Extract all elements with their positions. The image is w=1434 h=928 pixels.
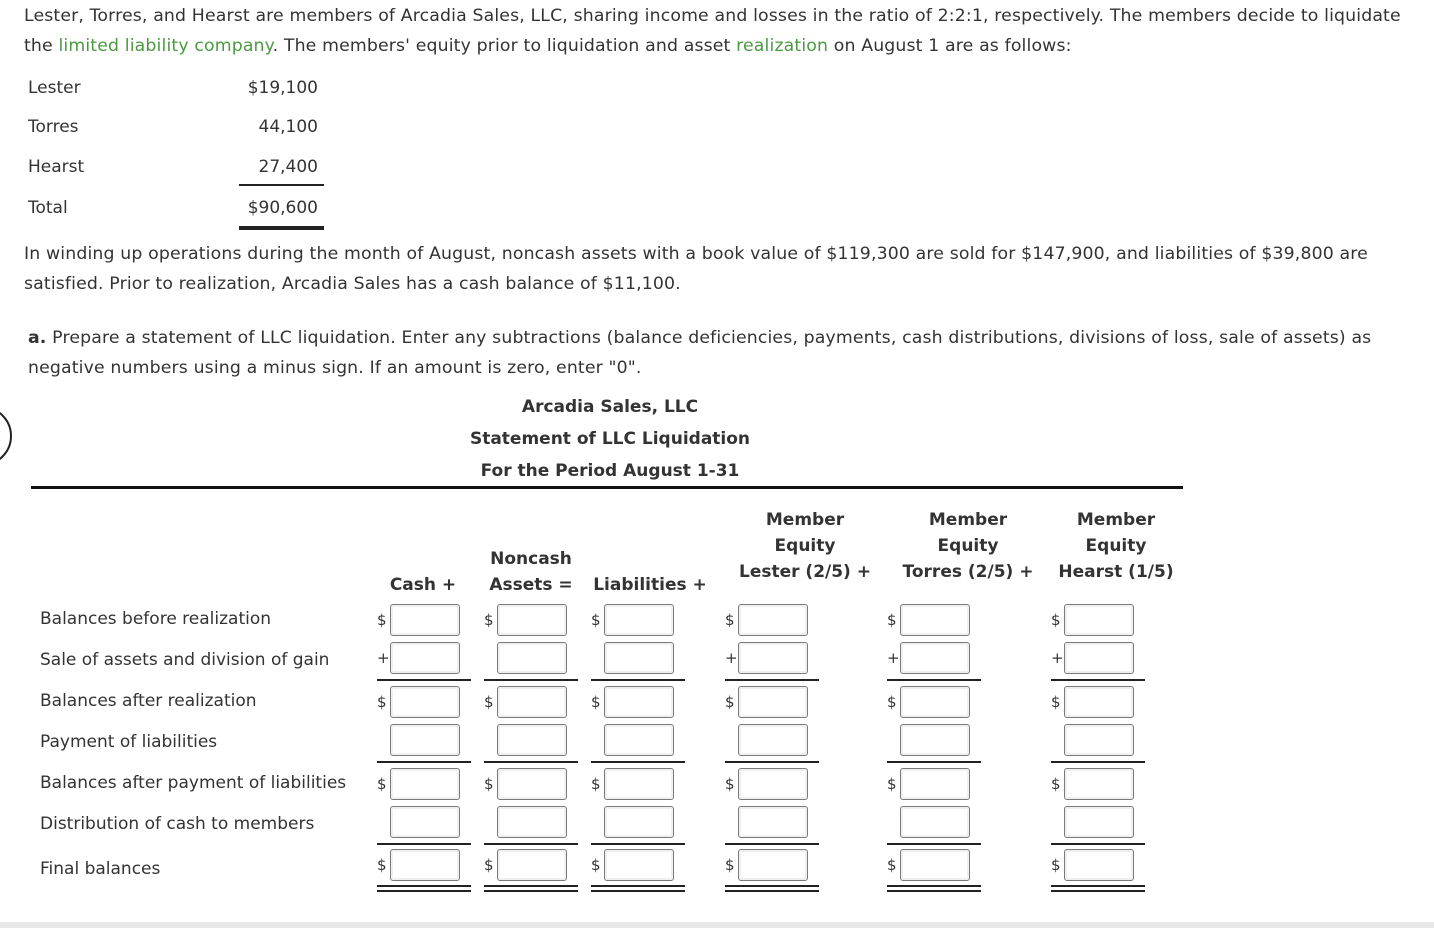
dollar-sign: $ <box>377 693 387 711</box>
amount-input[interactable] <box>900 642 970 674</box>
amount-input[interactable] <box>390 806 460 838</box>
row-label-balances-before-realization: Balances before realization <box>40 609 272 629</box>
dollar-sign: $ <box>1051 856 1061 874</box>
column-total-line <box>377 761 471 763</box>
dollar-sign: $ <box>887 611 897 629</box>
dollar-sign: $ <box>484 611 494 629</box>
statement-header-rule <box>31 486 1183 489</box>
plus-sign: + <box>887 649 900 667</box>
column-total-line <box>887 761 981 763</box>
row-label-balances-after-realization: Balances after realization <box>40 691 257 711</box>
amount-input[interactable] <box>390 642 460 674</box>
amount-input[interactable] <box>604 768 674 800</box>
column-header-lester-line1: Member <box>765 510 845 530</box>
amount-input[interactable] <box>390 604 460 636</box>
dollar-sign: $ <box>484 775 494 793</box>
final-double-line <box>377 885 471 892</box>
instruction-label: a. <box>28 328 47 348</box>
equity-amount: $19,100 <box>247 78 318 98</box>
cell-payment-of-liabilities-hearst <box>1051 724 1143 758</box>
amount-input[interactable] <box>1064 849 1134 881</box>
cell-balances-before-torres <box>887 604 979 638</box>
final-double-line <box>887 885 981 892</box>
column-header-noncash-line1: Noncash <box>490 549 572 569</box>
dollar-sign: $ <box>377 856 387 874</box>
cell-distribution-of-cash-liabilities <box>591 806 683 840</box>
equity-total-label: Total <box>28 198 68 218</box>
row-label-final-balances: Final balances <box>40 859 161 879</box>
amount-input[interactable] <box>390 768 460 800</box>
column-header-hearst-line3: Hearst (1/5) <box>1058 562 1174 582</box>
column-header-lester-line2: Equity <box>774 536 836 556</box>
dollar-sign: $ <box>1051 611 1061 629</box>
cell-payment-of-liabilities-noncash <box>484 724 576 758</box>
column-header-lester <box>720 507 890 585</box>
column-total-line <box>377 843 471 845</box>
column-total-line <box>591 843 685 845</box>
intro-text-c: on August 1 are as follows: <box>828 36 1072 56</box>
cell-balances-after-payment-liabilities <box>591 768 683 802</box>
cell-sale-of-assets-torres <box>887 642 979 676</box>
column-header-torres <box>882 507 1054 585</box>
equity-total-line <box>239 226 324 230</box>
column-header-torres-line2: Equity <box>937 536 999 556</box>
cell-sale-of-assets-liabilities <box>591 642 683 676</box>
amount-input[interactable] <box>604 724 674 756</box>
cell-balances-before-liabilities <box>591 604 683 638</box>
final-double-line <box>1051 885 1145 892</box>
dollar-sign: $ <box>484 856 494 874</box>
dollar-sign: $ <box>887 856 897 874</box>
amount-input[interactable] <box>497 768 567 800</box>
cell-payment-of-liabilities-lester <box>725 724 817 758</box>
dollar-sign: $ <box>591 611 601 629</box>
cell-payment-of-liabilities-cash <box>377 724 469 758</box>
amount-input[interactable] <box>900 724 970 756</box>
column-header-hearst-line2: Equity <box>1085 536 1147 556</box>
amount-input[interactable] <box>1064 806 1134 838</box>
equity-name: Hearst <box>28 157 85 177</box>
amount-input[interactable] <box>390 724 460 756</box>
dollar-sign: $ <box>725 775 735 793</box>
instruction-paragraph <box>28 323 1424 383</box>
column-total-line <box>725 679 819 681</box>
final-double-line <box>484 885 578 892</box>
equity-name: Lester <box>28 78 81 98</box>
cell-balances-after-realization-cash <box>377 686 469 720</box>
cell-balances-after-realization-liabilities <box>591 686 683 720</box>
amount-input[interactable] <box>497 724 567 756</box>
column-header-noncash <box>483 546 579 598</box>
final-double-line <box>725 885 819 892</box>
statement-title: Statement of LLC Liquidation <box>469 429 751 449</box>
amount-input[interactable] <box>1064 686 1134 718</box>
cell-final-balances-torres <box>887 849 979 883</box>
dollar-sign: $ <box>591 856 601 874</box>
column-header-torres-line1: Member <box>928 510 1008 530</box>
equity-row <box>28 70 328 106</box>
amount-input[interactable] <box>1064 724 1134 756</box>
final-double-line <box>591 885 685 892</box>
link-limited-liability-company[interactable]: limited liability company <box>58 36 273 56</box>
column-header-hearst-line1: Member <box>1076 510 1156 530</box>
column-header-noncash-line2: Assets = <box>489 575 573 595</box>
column-header-hearst <box>1046 507 1186 585</box>
amount-input[interactable] <box>1064 768 1134 800</box>
dollar-sign: $ <box>887 775 897 793</box>
row-label-sale-of-assets: Sale of assets and division of gain <box>40 650 330 670</box>
dollar-sign: $ <box>591 693 601 711</box>
cell-balances-after-payment-torres <box>887 768 979 802</box>
column-total-line <box>484 843 578 845</box>
cell-final-balances-liabilities <box>591 849 683 883</box>
cell-distribution-of-cash-torres <box>887 806 979 840</box>
equity-amount: 27,400 <box>258 157 318 177</box>
amount-input[interactable] <box>900 604 970 636</box>
column-total-line <box>1051 761 1145 763</box>
statement-company: Arcadia Sales, LLC <box>521 397 699 417</box>
column-total-line <box>887 679 981 681</box>
amount-input[interactable] <box>497 849 567 881</box>
cell-balances-before-lester <box>725 604 817 638</box>
dollar-sign: $ <box>725 693 735 711</box>
column-total-line <box>1051 679 1145 681</box>
amount-input[interactable] <box>604 686 674 718</box>
dollar-sign: $ <box>1051 693 1061 711</box>
cell-distribution-of-cash-lester <box>725 806 817 840</box>
amount-input[interactable] <box>900 686 970 718</box>
dollar-sign: $ <box>725 611 735 629</box>
intro-text-b: . The members' equity prior to liquidation and asset <box>272 36 737 56</box>
cell-balances-after-payment-lester <box>725 768 817 802</box>
dollar-sign: $ <box>377 611 387 629</box>
cell-payment-of-liabilities-liabilities <box>591 724 683 758</box>
column-header-torres-line3: Torres (2/5) + <box>902 562 1034 582</box>
cell-balances-after-realization-lester <box>725 686 817 720</box>
amount-input[interactable] <box>1064 604 1134 636</box>
amount-input[interactable] <box>497 604 567 636</box>
intro-paragraph <box>24 1 1424 61</box>
column-total-line <box>725 843 819 845</box>
amount-input[interactable] <box>900 849 970 881</box>
dollar-sign: $ <box>591 775 601 793</box>
equity-row <box>28 149 328 185</box>
link-realization[interactable]: realization <box>736 36 829 56</box>
amount-input[interactable] <box>738 849 808 881</box>
instruction-text: Prepare a statement of LLC liquidation. Enter any subtractions (balance deficiencies, payments, cash distributions, divisions of loss, sale of assets) as negative numbers using a minus sign. If an amount is zero, enter "0". <box>28 328 1372 378</box>
dollar-sign: $ <box>1051 775 1061 793</box>
column-total-line <box>591 679 685 681</box>
row-label-balances-after-payment: Balances after payment of liabilities <box>40 773 347 793</box>
amount-input[interactable] <box>738 642 808 674</box>
dollar-sign: $ <box>484 693 494 711</box>
cell-balances-after-payment-cash <box>377 768 469 802</box>
column-total-line <box>887 843 981 845</box>
bottom-scroll-edge <box>0 922 1434 928</box>
dollar-sign: $ <box>887 693 897 711</box>
cell-final-balances-hearst <box>1051 849 1143 883</box>
amount-input[interactable] <box>900 806 970 838</box>
equity-name: Torres <box>28 117 79 137</box>
cell-payment-of-liabilities-torres <box>887 724 979 758</box>
cell-distribution-of-cash-cash <box>377 806 469 840</box>
amount-input[interactable] <box>390 686 460 718</box>
equity-total-row <box>28 190 328 226</box>
row-label-distribution-of-cash: Distribution of cash to members <box>40 814 315 834</box>
column-total-line <box>484 761 578 763</box>
cell-balances-before-hearst <box>1051 604 1143 638</box>
cell-distribution-of-cash-hearst <box>1051 806 1143 840</box>
cell-sale-of-assets-cash <box>377 642 469 676</box>
cell-balances-after-payment-noncash <box>484 768 576 802</box>
cell-sale-of-assets-lester <box>725 642 817 676</box>
cell-final-balances-noncash <box>484 849 576 883</box>
dollar-sign: $ <box>377 775 387 793</box>
amount-input[interactable] <box>497 686 567 718</box>
cell-balances-after-payment-hearst <box>1051 768 1143 802</box>
side-circle-decoration <box>0 406 12 466</box>
intro-text-a: Lester, Torres, and Hearst are members of Arcadia Sales, LLC, sharing income and losses in the ratio of 2:2:1, respectively. The members decide to liquidate the <box>24 6 1401 56</box>
amount-input[interactable] <box>900 768 970 800</box>
column-header-liabilities: Liabilities + <box>593 575 707 595</box>
column-header-lester-line3: Lester (2/5) + <box>738 562 871 582</box>
amount-input[interactable] <box>497 642 567 674</box>
cell-balances-after-realization-torres <box>887 686 979 720</box>
cell-balances-after-realization-noncash <box>484 686 576 720</box>
equity-amount: 44,100 <box>258 117 318 137</box>
amount-input[interactable] <box>738 604 808 636</box>
plus-sign: + <box>725 649 738 667</box>
statement-period: For the Period August 1-31 <box>480 461 740 481</box>
column-total-line <box>591 761 685 763</box>
amount-input[interactable] <box>738 768 808 800</box>
amount-input[interactable] <box>497 806 567 838</box>
amount-input[interactable] <box>604 806 674 838</box>
column-total-line <box>484 679 578 681</box>
equity-subtotal-line <box>239 184 324 186</box>
amount-input[interactable] <box>1064 642 1134 674</box>
cell-balances-after-realization-hearst <box>1051 686 1143 720</box>
amount-input[interactable] <box>604 642 674 674</box>
cell-balances-before-cash <box>377 604 469 638</box>
cell-sale-of-assets-noncash <box>484 642 576 676</box>
equity-row <box>28 109 328 145</box>
scenario-paragraph: In winding up operations during the month of August, noncash assets with a book value of $119,300 are sold for $147,900, and liabilities of $39,800 are satisfied. Prior to realization, Arcadia Sales has a cash balance of $11,100. <box>24 244 1368 294</box>
amount-input[interactable] <box>738 806 808 838</box>
row-label-payment-of-liabilities: Payment of liabilities <box>40 732 218 752</box>
cell-final-balances-lester <box>725 849 817 883</box>
amount-input[interactable] <box>738 686 808 718</box>
plus-sign: + <box>377 649 390 667</box>
column-header-cash: Cash + <box>389 575 457 595</box>
column-total-line <box>725 761 819 763</box>
plus-sign: + <box>1051 649 1064 667</box>
column-total-line <box>377 679 471 681</box>
amount-input[interactable] <box>604 604 674 636</box>
amount-input[interactable] <box>604 849 674 881</box>
dollar-sign: $ <box>725 856 735 874</box>
amount-input[interactable] <box>738 724 808 756</box>
amount-input[interactable] <box>390 849 460 881</box>
cell-distribution-of-cash-noncash <box>484 806 576 840</box>
column-total-line <box>1051 843 1145 845</box>
cell-balances-before-noncash <box>484 604 576 638</box>
cell-sale-of-assets-hearst <box>1051 642 1143 676</box>
equity-total-amount: $90,600 <box>247 198 318 218</box>
cell-final-balances-cash <box>377 849 469 883</box>
